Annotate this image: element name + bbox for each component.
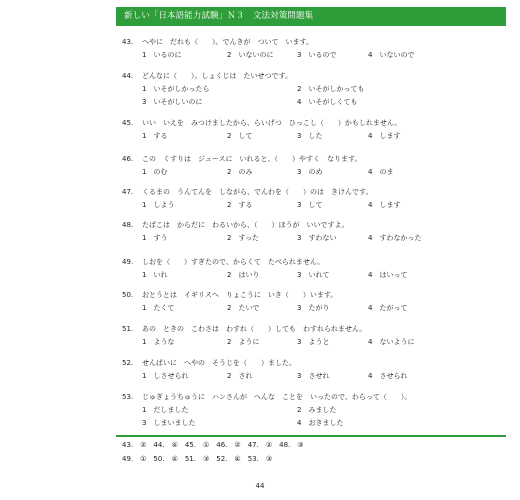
- answer-option: 1 のむ: [142, 168, 168, 176]
- options-row: [122, 96, 482, 109]
- question-text: たばこは からだに わるいから、（ ）ほうが いいですよ。: [142, 221, 349, 229]
- answer-option: 4 いそがしくても: [297, 98, 358, 106]
- answer-option: 3 しまいました: [142, 419, 196, 427]
- question-item: [122, 357, 482, 383]
- question-item: [122, 186, 482, 212]
- answer-key-value: ③: [202, 455, 210, 463]
- answer-option: 1 たくて: [142, 304, 175, 312]
- question-number: 52.: [122, 359, 134, 367]
- answer-option: 1 いれ: [142, 271, 168, 279]
- question-item: [122, 219, 482, 245]
- answer-divider: [116, 435, 506, 437]
- options-row: [122, 49, 482, 62]
- answer-option: 3 ようと: [297, 338, 330, 346]
- question-line: [122, 289, 482, 302]
- question-number: 49.: [122, 258, 134, 266]
- answer-option: 2 すった: [227, 234, 260, 242]
- answer-option: 4 おきました: [297, 419, 344, 427]
- question-line: [122, 357, 482, 370]
- question-line: [122, 391, 482, 404]
- options-row: [122, 199, 482, 212]
- answer-option: 2 みました: [297, 406, 337, 414]
- answer-option: 1 する: [142, 132, 168, 140]
- question-item: [122, 70, 482, 109]
- options-row: [122, 302, 482, 315]
- question-item: [122, 36, 482, 62]
- answer-key-value: ④: [171, 441, 178, 449]
- question-item: [122, 289, 482, 315]
- question-item: [122, 323, 482, 349]
- question-number: 43.: [122, 38, 134, 46]
- answer-option: 2 して: [227, 132, 253, 140]
- answer-key-number: 46.: [216, 441, 228, 449]
- answer-key-number: 45.: [184, 441, 196, 449]
- answer-option: 3 たがり: [297, 304, 330, 312]
- answer-option: 1 いそがしかったら: [142, 85, 210, 93]
- answer-option: 2 たいで: [227, 304, 260, 312]
- answer-key-value: ①: [202, 441, 210, 449]
- question-number: 44.: [122, 72, 134, 80]
- question-text: いい いえを みつけましたから、らいげつ ひっこし（ ）かもしれません。: [142, 119, 402, 127]
- answer-option: 3 のめ: [297, 168, 323, 176]
- answer-option: 4 します: [368, 132, 401, 140]
- question-number: 45.: [122, 119, 134, 127]
- answer-option: 3 いれて: [297, 271, 330, 279]
- answer-key-number: 43.: [122, 441, 134, 449]
- answer-option: 1 いるのに: [142, 51, 182, 59]
- answer-key-value: ②: [140, 441, 147, 449]
- question-line: [122, 186, 482, 199]
- answer-option: 4 のま: [368, 168, 394, 176]
- question-line: [122, 219, 482, 232]
- answer-option: 3 した: [297, 132, 323, 140]
- options-row: [122, 417, 482, 430]
- answer-option: 2 いそがしかっても: [297, 85, 365, 93]
- answer-key-number: 44.: [153, 441, 165, 449]
- answer-option: 4 させられ: [368, 372, 408, 380]
- question-line: [122, 70, 482, 83]
- answer-key-value: ③: [265, 455, 273, 463]
- question-item: [122, 117, 482, 143]
- question-item: [122, 256, 482, 282]
- answer-key-number: 47.: [247, 441, 259, 449]
- answer-option: 1 しさせられ: [142, 372, 189, 380]
- options-row: [122, 370, 482, 383]
- question-number: 46.: [122, 155, 134, 163]
- answer-key-number: 48.: [279, 441, 291, 449]
- question-number: 50.: [122, 291, 134, 299]
- answer-row-1: [122, 439, 311, 451]
- question-line: [122, 36, 482, 49]
- question-line: [122, 323, 482, 336]
- question-line: [122, 117, 482, 130]
- question-text: じゅぎょうちゅうに ハンさんが へんな ことを いったので、わらって（ ）。: [142, 393, 412, 401]
- answer-option: 4 ないように: [368, 338, 415, 346]
- question-text: どんなに（ ）。しょくじは たいせつです。: [142, 72, 292, 80]
- answer-option: 4 すわなかった: [368, 234, 422, 242]
- options-row: [122, 130, 482, 143]
- answer-option: 3 して: [297, 201, 323, 209]
- options-row: [122, 83, 482, 96]
- answer-option: 1 ような: [142, 338, 175, 346]
- question-number: 48.: [122, 221, 134, 229]
- answer-row-2: [122, 453, 279, 465]
- question-number: 53.: [122, 393, 134, 401]
- question-item: [122, 153, 482, 179]
- question-text: あの ときの こわさは わすれ（ ）しても わすれられません。: [142, 325, 367, 333]
- answer-option: 3 させれ: [297, 372, 330, 380]
- answer-option: 1 すう: [142, 234, 168, 242]
- question-text: おとうとは イギリスへ りょこうに いき（ ）います。: [142, 291, 338, 299]
- answer-key-value: ④: [234, 455, 241, 463]
- answer-option: 3 いるので: [297, 51, 337, 59]
- answer-option: 1 しよう: [142, 201, 175, 209]
- answer-option: 2 はいり: [227, 271, 260, 279]
- options-row: [122, 269, 482, 282]
- answer-key-value: ③: [297, 441, 304, 449]
- question-number: 47.: [122, 188, 134, 196]
- options-row: [122, 404, 482, 417]
- question-text: くるまの うんてんを しながら、でんわを（ ）のは きけんです。: [142, 188, 373, 196]
- answer-option: 2 のみ: [227, 168, 253, 176]
- answer-option: 1 だしました: [142, 406, 189, 414]
- answer-option: 4 します: [368, 201, 401, 209]
- question-line: [122, 153, 482, 166]
- answer-option: 2 され: [227, 372, 253, 380]
- answer-key-value: ②: [265, 441, 273, 449]
- answer-option: 3 すわない: [297, 234, 337, 242]
- answer-key-value: ①: [140, 455, 147, 463]
- question-text: へやに だれも（ ）。でんきが ついて います。: [142, 38, 313, 46]
- answer-key-number: 52.: [216, 455, 228, 463]
- answer-key-number: 53.: [247, 455, 259, 463]
- question-item: [122, 391, 482, 430]
- question-text: せんぱいに へやの そうじを（ ）ました。: [142, 359, 296, 367]
- options-row: [122, 336, 482, 349]
- answer-option: 2 ように: [227, 338, 260, 346]
- answer-key-value: ④: [171, 455, 178, 463]
- answer-option: 2 いないのに: [227, 51, 274, 59]
- answer-option: 3 いそがしいのに: [142, 98, 203, 106]
- question-number: 51.: [122, 325, 134, 333]
- answer-option: 4 いないので: [368, 51, 415, 59]
- answer-key-value: ②: [234, 441, 241, 449]
- answer-option: 4 たがって: [368, 304, 408, 312]
- options-row: [122, 166, 482, 179]
- answer-key-number: 51.: [184, 455, 196, 463]
- page-number: 44: [255, 482, 265, 490]
- question-text: この くすりは ジュースに いれると、（ ）やすく なります。: [142, 155, 362, 163]
- question-line: [122, 256, 482, 269]
- answer-key-number: 50.: [153, 455, 165, 463]
- page-header: 新しい「日本語能力試験」Ｎ３ 文法対策問題集: [116, 7, 506, 26]
- answer-option: 2 する: [227, 201, 253, 209]
- options-row: [122, 232, 482, 245]
- answer-option: 4 はいって: [368, 271, 408, 279]
- question-text: しおを（ ）すぎたので、からくて たべられません。: [142, 258, 325, 266]
- answer-key-number: 49.: [122, 455, 134, 463]
